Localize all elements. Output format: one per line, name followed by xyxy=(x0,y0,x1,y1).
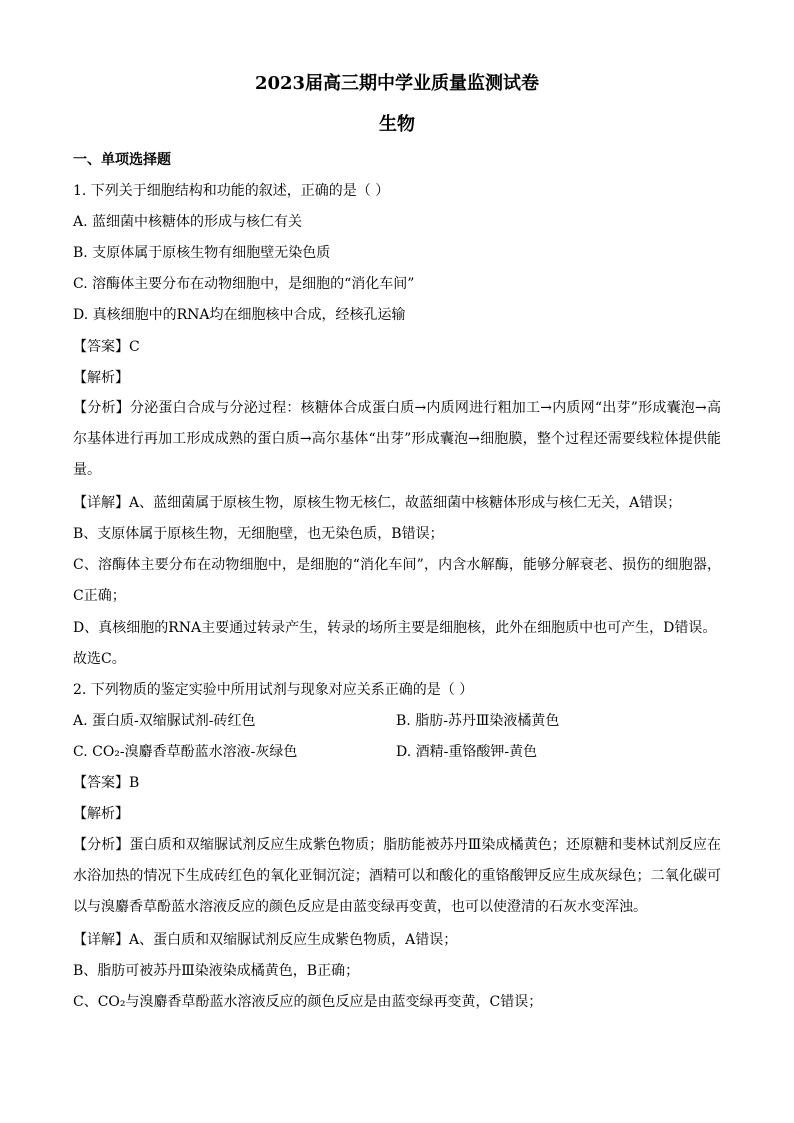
question-1-detail-a: 【详解】A、蓝细菌属于原核生物，原核生物无核仁，故蓝细菌中核糖体形成与核仁无关，A错误； xyxy=(73,495,682,511)
question-1-detail-b: B、支原体属于原核生物，无细胞壁，也无染色质，B错误； xyxy=(73,526,444,542)
question-1-option-d: D. 真核细胞中的RNA均在细胞核中合成，经核孔运输 xyxy=(73,307,406,323)
question-2-option-a: A. 蛋白质-双缩脲试剂-砖红色 xyxy=(73,713,256,729)
question-2-detail-c: C、CO₂与溴麝香草酚蓝水溶液反应的颜色反应是由蓝变绿再变黄，C错误； xyxy=(73,994,543,1010)
question-1-detail-d: D、真核细胞的RNA主要通过转录产生，转录的场所主要是细胞核，此外在细胞质中也可产生，D错误。 xyxy=(73,620,717,636)
question-2-analysis-label: 【解析】 xyxy=(73,806,129,822)
question-2-option-d: D. 酒精-重铬酸钾-黄色 xyxy=(396,744,538,760)
question-2-detail-a: 【详解】A、蛋白质和双缩脲试剂反应生成紫色物质，A错误； xyxy=(73,932,458,948)
page-title: 2023届高三期中学业质量监测试卷 xyxy=(254,73,540,94)
question-1-fenxi: 【分析】分泌蛋白合成与分泌过程：核糖体合成蛋白质→内质网进行粗加工→内质网“出芽”形成囊泡→高尔基体进行再加工形成成熟的蛋白质→高尔基体“出芽”形成囊泡→细胞膜，整个过程还需要线粒体提供能量。 xyxy=(73,400,721,478)
question-1-stem: 1. 下列关于细胞结构和功能的叙述，正确的是（ ） xyxy=(73,183,390,199)
question-1-option-c: C. 溶酶体主要分布在动物细胞中，是细胞的“消化车间” xyxy=(73,276,415,292)
question-1-analysis-label: 【解析】 xyxy=(73,370,129,386)
section-heading: 一、单项选择题 xyxy=(73,152,171,168)
question-2-option-c: C. CO₂-溴麝香草酚蓝水溶液-灰绿色 xyxy=(73,744,298,760)
question-2-stem: 2. 下列物质的鉴定实验中所用试剂与现象对应关系正确的是（ ） xyxy=(73,682,474,698)
question-1-option-b: B. 支原体属于原核生物有细胞壁无染色质 xyxy=(73,245,331,261)
page-subtitle: 生物 xyxy=(379,114,415,135)
question-2-fenxi: 【分析】蛋白质和双缩脲试剂反应生成紫色物质；脂肪能被苏丹Ⅲ染成橘黄色；还原糖和斐林试剂反应在水浴加热的情况下生成砖红色的氧化亚铜沉淀；酒精可以和酸化的重铬酸钾反应生成灰绿色；二氧化碳可以与溴麝香草酚蓝水溶液反应的颜色反应是由蓝变绿再变黄，也可以使澄清的石灰水变浑浊。 xyxy=(73,837,721,915)
question-2-detail-b: B、脂肪可被苏丹Ⅲ染液染成橘黄色，B正确； xyxy=(73,963,360,979)
question-2-answer: 【答案】B xyxy=(73,775,140,791)
question-1-conclusion: 故选C。 xyxy=(73,651,126,667)
question-1-answer: 【答案】C xyxy=(73,339,140,355)
question-1-option-a: A. 蓝细菌中核糖体的形成与核仁有关 xyxy=(73,214,303,230)
question-2-option-b: B. 脂肪-苏丹Ⅲ染液橘黄色 xyxy=(396,713,560,729)
question-1-detail-c: C、溶酶体主要分布在动物细胞中，是细胞的“消化车间”，内含水解酶，能够分解衰老、损伤的细胞器，C正确； xyxy=(73,557,721,604)
